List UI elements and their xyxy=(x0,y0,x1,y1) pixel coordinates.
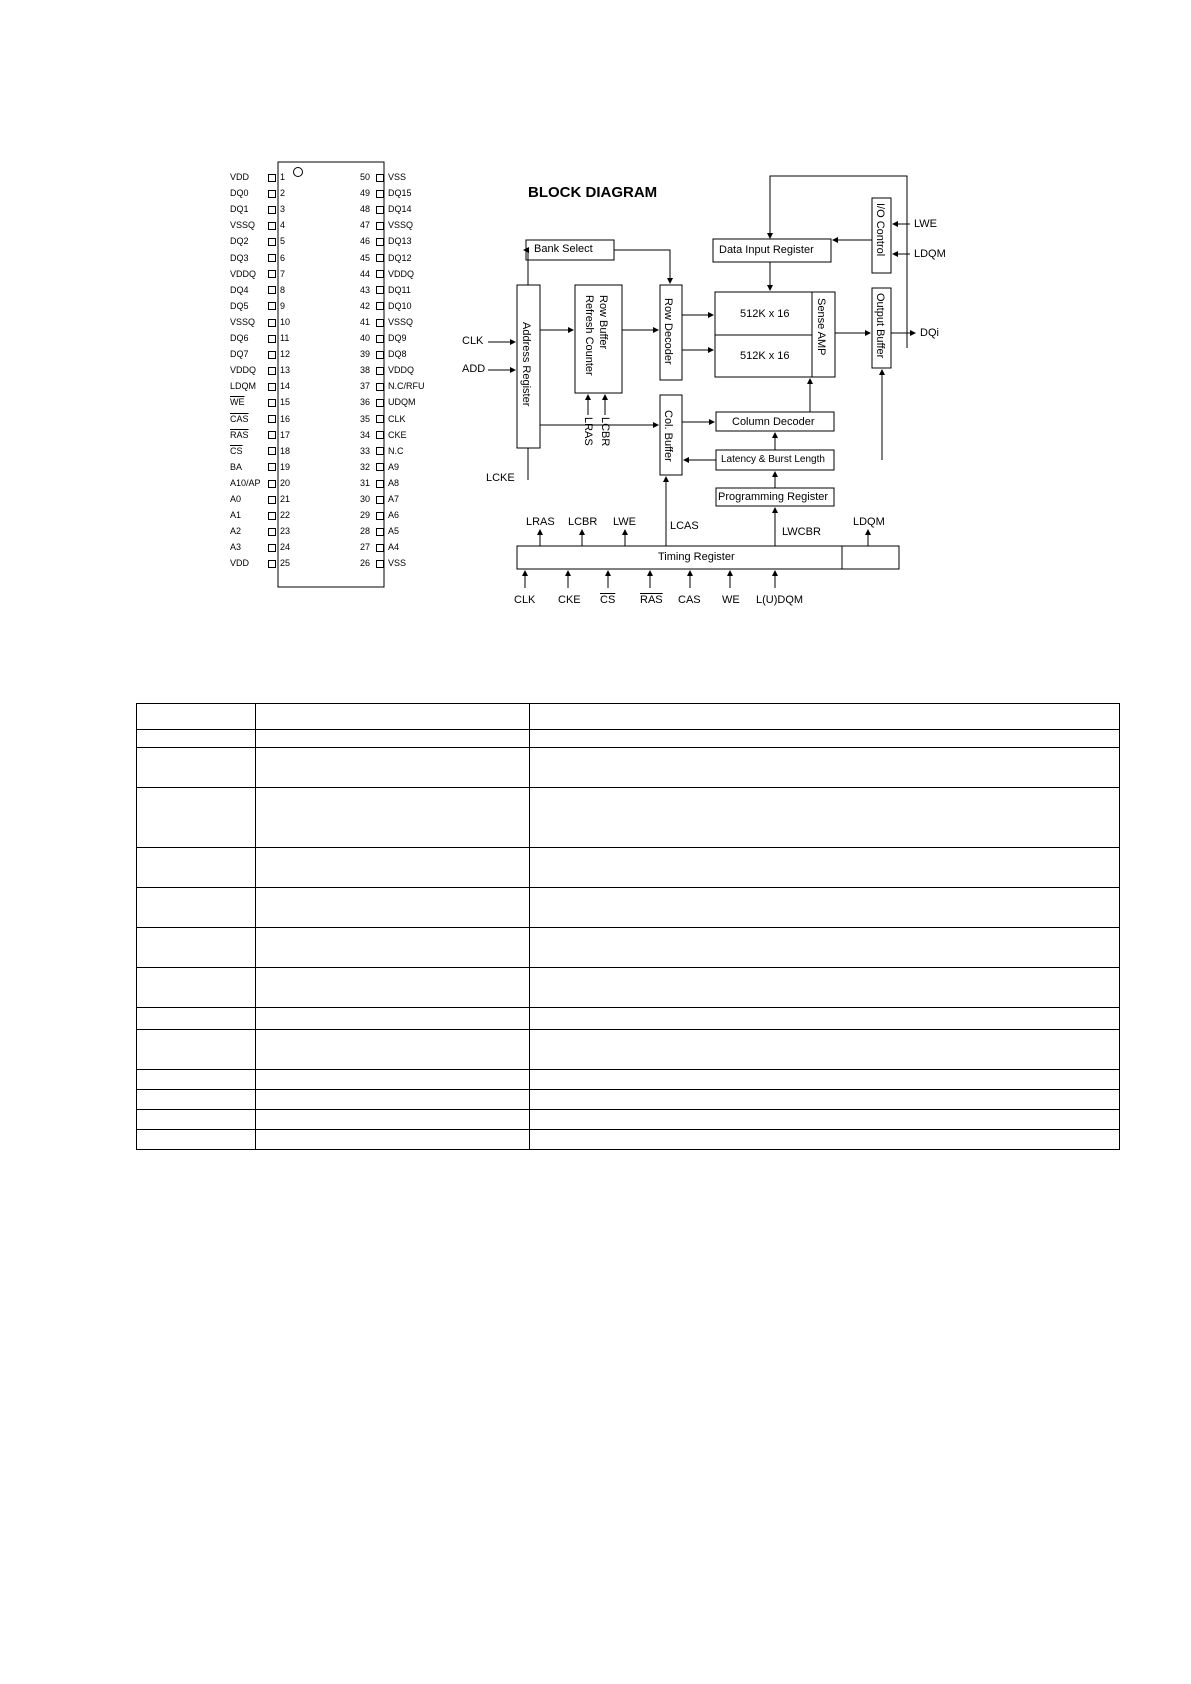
input-cke: CKE xyxy=(558,594,581,606)
table-row xyxy=(137,968,1120,1008)
pin-name: DQ2 xyxy=(230,236,249,247)
pin-number: 49 xyxy=(359,188,370,199)
table-row xyxy=(137,1030,1120,1070)
input-we: WE xyxy=(722,594,740,606)
pin-pad xyxy=(376,544,384,552)
pin-name: A7 xyxy=(388,494,400,504)
signal-lcas: LCAS xyxy=(670,520,699,532)
row-buffer-label: Row Buffer xyxy=(597,295,609,350)
pin-name: DQ15 xyxy=(388,188,412,199)
table-cell xyxy=(530,1090,1120,1110)
pin-left-row xyxy=(230,285,294,295)
pin-right-row xyxy=(352,558,406,568)
table-cell xyxy=(137,1008,256,1030)
pin-right-row xyxy=(352,188,412,198)
signal-lwe-io: LWE xyxy=(914,218,938,230)
pin-pad xyxy=(268,302,276,310)
table-cell xyxy=(530,788,1120,848)
pin-name: VSS xyxy=(388,558,407,569)
pin-right-row xyxy=(352,349,407,359)
pin-right-row xyxy=(352,430,407,440)
pin-number: 24 xyxy=(280,542,291,553)
pin-name: A2 xyxy=(230,526,242,537)
output-buffer-box: Output Buffer xyxy=(874,293,886,359)
pin-number: 6 xyxy=(280,252,286,263)
pin-number: 2 xyxy=(280,188,286,199)
pin-name: VSSQ xyxy=(388,316,414,327)
input-cas: CAS xyxy=(678,594,701,606)
pin-right-row xyxy=(352,446,404,456)
pin-number: 34 xyxy=(359,429,370,440)
table-row xyxy=(137,928,1120,968)
table-row xyxy=(137,1130,1120,1150)
pin-pad xyxy=(268,512,276,520)
pin-number: 32 xyxy=(359,461,370,472)
pin-right-row xyxy=(352,478,399,488)
pin-name: DQ4 xyxy=(230,284,249,295)
pin-number: 33 xyxy=(359,445,370,456)
pin-right-row xyxy=(352,381,425,391)
pin-left-row xyxy=(230,269,294,279)
pin-right-row xyxy=(352,414,406,424)
pin-left-row xyxy=(230,558,294,568)
pin-pad xyxy=(376,560,384,568)
pin-number: 11 xyxy=(280,333,290,343)
pin-number: 46 xyxy=(359,236,370,247)
pin-number: 47 xyxy=(359,220,370,231)
pin-number: 40 xyxy=(359,333,370,343)
table-cell xyxy=(137,1090,256,1110)
pin-number: 41 xyxy=(359,316,370,327)
pin-name: VDD xyxy=(230,172,250,182)
pin-name: DQ5 xyxy=(230,300,249,311)
signal-lcbr-vertical: LCBR xyxy=(599,417,611,447)
array-top-label: 512K x 16 xyxy=(740,308,790,320)
data-input-register-box: Data Input Register xyxy=(719,244,814,256)
pin-pad xyxy=(268,335,276,343)
pin-pad xyxy=(268,496,276,504)
pin-name: A9 xyxy=(388,461,400,472)
pin-name: N.C/RFU xyxy=(388,381,425,392)
timing-register-box: Timing Register xyxy=(658,551,735,563)
pin-left-row xyxy=(230,349,294,359)
address-register-box: Address Register xyxy=(520,322,532,407)
signal-ldqm-io: LDQM xyxy=(914,248,946,260)
table-cell xyxy=(137,1130,256,1150)
signal-dqi: DQi xyxy=(920,327,939,339)
pin-left-row xyxy=(230,301,294,311)
pin-name: DQ8 xyxy=(388,349,407,360)
pin-number: 36 xyxy=(359,397,370,408)
pin-pad xyxy=(376,319,384,327)
pin-name: A3 xyxy=(230,542,242,553)
pin-number: 1 xyxy=(280,172,286,182)
table-row xyxy=(137,848,1120,888)
table-cell xyxy=(256,1110,530,1130)
signal-lwcbr: LWCBR xyxy=(782,526,821,538)
pin-left-row xyxy=(230,172,294,182)
pin-pad xyxy=(376,174,384,182)
pin-name: CLK xyxy=(388,413,406,424)
pin-pad xyxy=(376,302,384,310)
pin-number: 20 xyxy=(280,477,291,488)
pin-left-row xyxy=(230,204,294,214)
input-ludqm: L(U)DQM xyxy=(756,594,804,606)
table-cell xyxy=(137,730,256,748)
table-cell xyxy=(256,1090,530,1110)
table-row xyxy=(137,788,1120,848)
pin-pad xyxy=(268,560,276,568)
pin-name: A6 xyxy=(388,510,400,521)
pin-left-row xyxy=(230,236,294,246)
pin-pad xyxy=(268,174,276,182)
pin-name: DQ7 xyxy=(230,349,249,360)
table-cell xyxy=(256,788,530,848)
pin-name: VDD xyxy=(230,558,250,569)
block-diagram xyxy=(462,170,946,630)
pin-pad xyxy=(268,399,276,407)
pin-name: DQ9 xyxy=(388,333,407,343)
pin-right-row xyxy=(352,285,411,295)
array-bottom-label: 512K x 16 xyxy=(740,350,790,362)
pin-pad xyxy=(268,447,276,455)
pin-right-row xyxy=(352,365,414,375)
pin-left-row xyxy=(230,494,294,504)
pin-name: VSSQ xyxy=(388,220,414,231)
pin-pad xyxy=(376,238,384,246)
pin-number: 42 xyxy=(359,300,370,311)
signal-lcbr: LCBR xyxy=(568,516,598,528)
table-cell xyxy=(256,1130,530,1150)
pin-right-row xyxy=(352,494,399,504)
pin-left-row xyxy=(230,317,294,327)
pin-right-row xyxy=(352,317,413,327)
table-cell xyxy=(137,1110,256,1130)
pin-pad xyxy=(376,222,384,230)
pin-right-row xyxy=(352,301,412,311)
pin-pad xyxy=(268,383,276,391)
pin-name: A5 xyxy=(388,526,400,537)
pin-pad xyxy=(376,496,384,504)
table-cell xyxy=(256,1008,530,1030)
pin-left-row xyxy=(230,397,294,407)
pin-number: 30 xyxy=(359,494,370,504)
pin-name: DQ11 xyxy=(388,284,411,295)
pin-name: $\overline{CAS}$ xyxy=(230,413,249,424)
pin-number: 5 xyxy=(280,236,286,247)
pin-number: 18 xyxy=(280,445,291,456)
signal-lwe: LWE xyxy=(613,516,637,528)
pin-pad xyxy=(268,222,276,230)
pin-number: 9 xyxy=(280,300,286,311)
pin-number: 44 xyxy=(359,268,370,279)
table-cell xyxy=(256,704,530,730)
pin-name: DQ12 xyxy=(388,252,412,263)
pin-pad xyxy=(376,270,384,278)
table-row xyxy=(137,1110,1120,1130)
pin-name: A8 xyxy=(388,477,400,488)
table-cell xyxy=(530,1070,1120,1090)
table-cell xyxy=(530,1110,1120,1130)
pin-pad xyxy=(376,415,384,423)
pin-pad xyxy=(376,206,384,214)
table-row xyxy=(137,1070,1120,1090)
io-control-box: I/O Control xyxy=(874,203,886,257)
pin-name: A10/AP xyxy=(230,477,261,488)
table-cell xyxy=(530,1008,1120,1030)
pin-pad xyxy=(376,335,384,343)
pin-name: VSSQ xyxy=(230,316,256,327)
bank-select-box: Bank Select xyxy=(534,243,593,255)
pin-left-row xyxy=(230,430,294,440)
pin-name: BA xyxy=(230,461,243,472)
table-cell xyxy=(137,1070,256,1090)
table-row xyxy=(137,1008,1120,1030)
pin-pad xyxy=(268,270,276,278)
pin-left-row xyxy=(230,333,294,343)
table-row xyxy=(137,748,1120,788)
pin-pad xyxy=(268,544,276,552)
pin-number: 31 xyxy=(359,477,370,488)
pin-name: DQ3 xyxy=(230,252,249,263)
pin-left-row xyxy=(230,478,294,488)
programming-register-box: Programming Register xyxy=(718,491,829,503)
table-cell xyxy=(137,1030,256,1070)
pin-pad xyxy=(268,254,276,262)
pin-left-row xyxy=(230,414,294,424)
pin-left-row xyxy=(230,526,294,536)
pin-name: LDQM xyxy=(230,381,257,392)
pin-pad xyxy=(376,512,384,520)
pin-pad xyxy=(376,383,384,391)
signal-lras: LRAS xyxy=(526,516,555,528)
pin-name: DQ0 xyxy=(230,188,249,199)
pin-left-row xyxy=(230,188,294,198)
table-cell xyxy=(137,788,256,848)
pin-pad xyxy=(376,286,384,294)
pin-pad xyxy=(376,431,384,439)
pin-name: A0 xyxy=(230,494,242,504)
pin-number: 13 xyxy=(280,365,291,376)
pin-left-row xyxy=(230,446,294,456)
pin-name: $\overline{CS}$ xyxy=(230,445,243,456)
table-row xyxy=(137,888,1120,928)
table-cell xyxy=(530,928,1120,968)
input-ras: $\overline{RAS}$ xyxy=(640,594,663,606)
pin-number: 27 xyxy=(359,542,370,553)
signal-ldqm: LDQM xyxy=(853,516,885,528)
pin-pad xyxy=(268,190,276,198)
signal-clk-in: CLK xyxy=(462,335,484,347)
pin-right-row xyxy=(352,526,399,536)
pin-pad xyxy=(268,415,276,423)
pin-number: 26 xyxy=(359,558,370,569)
pin-pad xyxy=(268,351,276,359)
pin-name: DQ1 xyxy=(230,204,249,215)
pin-pad xyxy=(376,190,384,198)
pin-name: N.C xyxy=(388,445,404,456)
table-cell xyxy=(530,748,1120,788)
sense-amp-label: Sense AMP xyxy=(815,298,827,356)
table-cell xyxy=(256,748,530,788)
table-cell xyxy=(530,704,1120,730)
column-decoder-box: Column Decoder xyxy=(732,416,815,428)
table-cell xyxy=(137,888,256,928)
pin-name: VSS xyxy=(388,172,407,182)
pin-name: VDDQ xyxy=(230,365,257,376)
pin-pad xyxy=(376,480,384,488)
pin-number: 8 xyxy=(280,284,286,295)
table-cell xyxy=(530,730,1120,748)
refresh-counter-label: Refresh Counter xyxy=(583,295,595,376)
pin-pad xyxy=(268,528,276,536)
pin-name: A4 xyxy=(388,542,400,553)
signal-add-in: ADD xyxy=(462,363,486,375)
pin-right-row xyxy=(352,333,407,343)
table-cell xyxy=(256,888,530,928)
row-decoder-box: Row Decoder xyxy=(662,298,674,365)
pin-right-row xyxy=(352,269,414,279)
pin-number: 38 xyxy=(359,365,370,376)
table-cell xyxy=(530,968,1120,1008)
input-cs: $\overline{CS}$ xyxy=(600,594,616,606)
pin-pad xyxy=(376,351,384,359)
pin-number: 12 xyxy=(280,349,291,360)
table-cell xyxy=(256,1070,530,1090)
pin-number: 50 xyxy=(359,172,370,182)
signal-lcke: LCKE xyxy=(486,472,515,484)
table-cell xyxy=(256,730,530,748)
pin-number: 10 xyxy=(280,316,291,327)
pin-left-row xyxy=(230,510,294,520)
pin-left-row xyxy=(230,220,294,230)
pin-pad xyxy=(376,399,384,407)
pin-right-row xyxy=(352,462,399,472)
table-cell xyxy=(137,748,256,788)
pin-pad xyxy=(376,463,384,471)
signal-lras-vertical: LRAS xyxy=(582,417,594,446)
pin-number: 43 xyxy=(359,284,370,295)
col-buffer-box: Col. Buffer xyxy=(662,410,674,462)
table-cell xyxy=(256,928,530,968)
pin-name: DQ13 xyxy=(388,236,412,247)
pin-number: 15 xyxy=(280,397,291,408)
pin-number: 23 xyxy=(280,526,291,537)
pin-pad xyxy=(268,206,276,214)
pin-name: DQ6 xyxy=(230,333,249,343)
pin-name: VDDQ xyxy=(388,268,415,279)
pin-description-table xyxy=(136,703,1120,1150)
pin-name: VSSQ xyxy=(230,220,256,231)
table-cell xyxy=(530,1130,1120,1150)
table-cell xyxy=(137,928,256,968)
pin-pad xyxy=(376,254,384,262)
pin-pad xyxy=(268,463,276,471)
pin-name: $\overline{RAS}$ xyxy=(230,429,249,440)
pin-number: 45 xyxy=(359,252,370,263)
table-cell xyxy=(137,968,256,1008)
pin-right-row xyxy=(352,397,416,407)
pin-number: 7 xyxy=(280,268,286,279)
pin-name: UDQM xyxy=(388,397,416,408)
pin-pad xyxy=(376,447,384,455)
table-cell xyxy=(137,848,256,888)
input-clk: CLK xyxy=(514,594,536,606)
pin-number: 35 xyxy=(359,413,370,424)
pin-number: 37 xyxy=(359,381,370,392)
table-cell xyxy=(530,1030,1120,1070)
pin-right-row xyxy=(352,220,413,230)
pin-number: 17 xyxy=(280,429,291,440)
pin-pad xyxy=(268,367,276,375)
pin-number: 39 xyxy=(359,349,370,360)
pin-left-row xyxy=(230,462,294,472)
pin-pad xyxy=(268,286,276,294)
pin-pad xyxy=(376,528,384,536)
pin-pad xyxy=(376,367,384,375)
pin-name: DQ14 xyxy=(388,204,412,215)
pin-right-row xyxy=(352,204,412,214)
pin-number: 16 xyxy=(280,413,291,424)
pin-pad xyxy=(268,238,276,246)
pin-name: VDDQ xyxy=(230,268,257,279)
pin-left-row xyxy=(230,542,294,552)
table-cell xyxy=(530,888,1120,928)
pin-left-row xyxy=(230,381,294,391)
pin-right-row xyxy=(352,236,412,246)
block-diagram-title: BLOCK DIAGRAM xyxy=(528,184,658,201)
pin-pad xyxy=(268,431,276,439)
pin-right-row xyxy=(352,172,406,182)
table-cell xyxy=(256,848,530,888)
table-cell xyxy=(256,968,530,1008)
latency-burst-box: Latency & Burst Length xyxy=(721,454,825,465)
pin-number: 3 xyxy=(280,204,286,215)
table-row xyxy=(137,1090,1120,1110)
pin-number: 48 xyxy=(359,204,370,215)
pin-number: 21 xyxy=(280,494,291,504)
pin-name: $\overline{WE}$ xyxy=(230,397,245,408)
pin-name: DQ10 xyxy=(388,300,412,311)
table-row xyxy=(137,730,1120,748)
pin-number: 28 xyxy=(359,526,370,537)
table-cell xyxy=(137,704,256,730)
pin-right-row xyxy=(352,542,399,552)
table-row xyxy=(137,704,1120,730)
pin-number: 22 xyxy=(280,510,291,521)
pin-right-row xyxy=(352,510,399,520)
pin-name: VDDQ xyxy=(388,365,415,376)
table-cell xyxy=(530,848,1120,888)
pinout-diagram xyxy=(220,160,450,600)
table-cell xyxy=(256,1030,530,1070)
pin-number: 19 xyxy=(280,461,291,472)
pin-number: 29 xyxy=(359,510,370,521)
pin-right-row xyxy=(352,253,412,263)
pin-number: 14 xyxy=(280,381,291,392)
pin-left-row xyxy=(230,365,294,375)
pin-number: 25 xyxy=(280,558,291,569)
pin-left-row xyxy=(230,253,294,263)
pin-pad xyxy=(268,480,276,488)
pin-name: A1 xyxy=(230,510,242,521)
pin-number: 4 xyxy=(280,220,286,231)
pin-name: CKE xyxy=(388,429,407,440)
pin-pad xyxy=(268,319,276,327)
